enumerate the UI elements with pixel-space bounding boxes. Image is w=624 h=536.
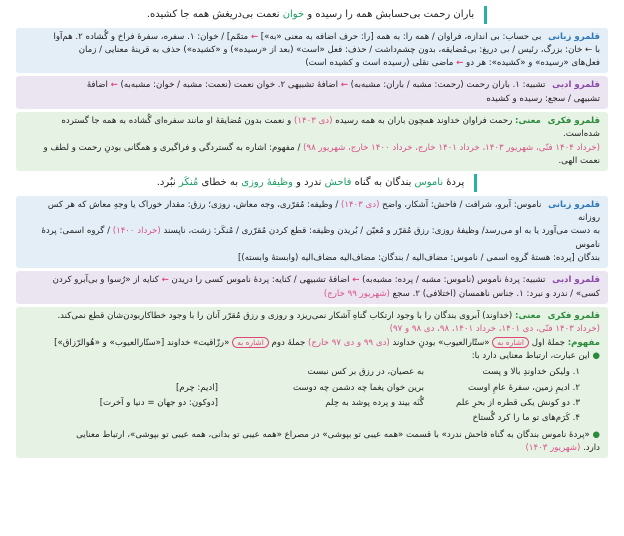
text: جملهٔ اول [528,337,568,348]
sub-label: مفهوم: [567,337,600,348]
text: ماضی نقلی (رسیده است و کشیده است) [305,58,457,69]
arrow-icon: ← [161,275,169,286]
verse-2-part: بندگان به گناه [351,177,415,189]
related-verses [24,365,580,426]
text: این عبارت، ارتباط معنایی دارد با: [471,350,590,361]
verse-hemistich: ۳. دو کونش یکی قطره از بحرِ علم [456,397,580,408]
source-ref: (دی ۹۹ و دی ۹۷ خارج) [308,337,390,348]
text: / گروه اسمی: پردهٔ ناموس [41,226,600,250]
section-label: قلمرو زبانی [548,31,600,42]
text: «پردهٔ ناموس بندگان به گناه فاحش ندرد» با قسمت «همه عیبی تو بپوشی» در مصراع «همه عیبی تو ‌بدانی، همه عیبی تو بپوشی»، ارتباط معنایی [76,429,590,440]
box1-literary-section [16,76,608,109]
verse-1-part: نعمت بی‌دریغش همه جا کشیده. [146,9,283,20]
text: «ستّارالعیوب» بودنِ خداوند [389,337,493,348]
verse-2-highlight: مُنکَر [178,177,199,189]
verse-2-part: پردهٔ [443,177,465,189]
section-label: قلمرو ادبی [552,80,600,91]
text: تشبیهی / سجع: رسیده و کشیده [486,93,600,104]
arrow-icon: ← [110,80,118,91]
text: «رزّاقیت» خداوند [«ستّارالعیوب» و «هُوالرّزاق»] [54,337,233,348]
text: به دست می‌آورد یا به او می‌رسد/ وظیفهٔ روزی: رزق مُقرّر و مُعیّن / بُریدن وظیفه: قطع کردن مُقرّری / مُنکَر: زشت، ناپسند [160,226,600,237]
verse-2-part: ندرد و [292,177,325,189]
verse-2-part: نبُرد. [156,177,179,189]
text: بی حساب: بی اندازه، فراوان / همه را: به همه [را: حرف اضافه به معنی «به»] [258,31,542,42]
verse-2-highlight: وظیفهٔ روزی [241,177,293,189]
section-label: قلمرو زبانی [548,199,600,210]
arrow-icon: ← [456,58,464,69]
text: اضافهٔ تشبیهی / کنایه: پردهٔ ناموس کسی را دریدن [168,275,353,286]
bullet-icon: ● [592,429,600,440]
verse-hemistich: ۲. ادیمِ زمین، سفرهٔ عامِ اوست [467,382,580,393]
text: فعل‌های «رسیده» و «کشیده»: هر دو [463,58,600,69]
text: دارد. [580,442,600,453]
text: بندگان [پرده: هستهٔ گروه اسمی / ناموس: مضاف‌الیه / بندگان: مضاف‌الیه مضاف‌الیه (وابستهٔ وابسته)] [237,253,600,264]
verse-2 [16,174,608,192]
box2-language-section [16,196,608,269]
text: ناموس: آبرو، شرافت / فاحش: آشکار، واضح [379,199,542,210]
source-ref: (شهریور ۹۹ خارج) [323,288,390,299]
source-ref: (شهریور ۱۴۰۳) [525,442,581,453]
section-label: قلمرو فکری [547,311,600,321]
verse-note [24,365,218,380]
text: / مفهوم: اشاره به ‌گستردگی و فراگیری و همگانی بودنِ رحمت و لطف و نعمت الهی. [43,142,600,166]
source-ref: (دی ۱۴۰۳) [294,116,333,127]
arrow-icon: ← [340,80,348,91]
tag-pill: اشاره به [492,337,529,349]
verse-note: [ادیم: چرم] [175,382,218,393]
box1-thought-section [16,112,608,171]
text: کسی» / ندرد و نبرد: ۱. جناس ناهمسان (اختلافی) ۲. سجع [389,288,600,299]
box2-literary-section [16,271,608,304]
verse-note [24,411,218,426]
sub-label: معنی: [515,116,541,127]
text: کنایه از «رُسوا و بی‌آبرو کردن [52,275,162,286]
source-ref: (خرداد ۱۴۰۴ فنّی، شهریور ۱۴۰۳، خرداد ۱۴۰۱ خارج، خرداد ۱۴۰۰ خارج، شهریور ۹۸) [303,142,600,153]
bullet-icon: ● [592,350,600,361]
verse-hemistich: ۴. کَرَم‌های تو ما را کرد گُستاخ [472,413,580,424]
verse-hemistich: به عصیان، در رزق بر کس نبست [307,367,424,378]
arrow-icon: ← [250,31,259,42]
verse-hemistich: برین خوان یغما چه دشمن چه دوست [292,382,424,393]
text: / وظیفه: مُقرّری، وجه معاش، روزی؛ رزق: مقدار خوراک یا وجهِ معاش که هر کس روزانه [47,199,600,224]
verse-1-text [137,6,487,24]
text: رحمت فراوان خداوند همچون باران به همه رسیده [332,116,516,127]
sub-label: معنی: [515,311,541,321]
verse-1-highlight: خوان [282,9,305,20]
box1-language-section [16,28,608,74]
text: (خداوند) آبروی بندگان را با وجود ارتکاب گناهِ آشکار نمی‌ریزد و روزی و رزق مُقرّر آنان را با وجود خطاکاربودن‌شان قطع نمی‌کند. [57,311,516,321]
text: تشبیه: پردهٔ ناموس (ناموس: مشبه / پرده: مشبه‌به) [359,275,546,286]
verse-hemistich: گُنَه بیند و پرده پوشد به حِلم [325,397,424,408]
text: اضافهٔ تشبیهی ۲. خوان نعمت (نعمت: مشبه / خوان: مشبه‌به) [117,80,341,91]
box2-thought-section [16,307,608,458]
text: و نعمت بدون مُضایقهٔ او مانند سفره‌ای گُشاده به همه جا گسترده شده‌است. [61,116,600,140]
verse-hemistich [224,411,424,426]
text: متمّم] / خوان: ۱. سفره، سفرهٔ فراخ و گُشاده ۲. هم‌آوا [53,31,251,42]
source-ref: (خرداد ۱۴۰۰) [112,226,161,237]
source-ref: (خرداد ۱۴۰۳ فنّی، دی ۱۴۰۱، خرداد ۱۴۰۱، ۹۸، دی ۹۸ و ۹۷) [389,324,600,335]
verse-2-part: به خطای [198,177,242,189]
arrow-icon: ← [352,275,360,286]
text: تشبیه: ۱. باران رحمت (رحمت: مشبه / باران: مشبه‌به) [347,80,546,91]
verse-1 [16,6,608,24]
text: اضافهٔ [86,80,111,91]
section-label: قلمرو فکری [547,116,600,127]
verse-hemistich: ۱. ولیکن خداوندِ بالا و پست [482,367,580,378]
verse-2-text [147,174,478,192]
tag-pill: اشاره به [232,337,269,349]
verse-1-part: باران رحمت بی‌حسابش همه را رسیده و [304,9,475,20]
text: جملهٔ دوم [268,337,309,348]
verse-2-highlight: فاحش [324,177,352,189]
verse-2-highlight: ناموس [414,177,444,189]
section-label: قلمرو ادبی [552,275,600,286]
text: با ← خان: بزرگ، رئیس / بی دریغ: بی‌مُضایقه، بدون چشم‌داشت / حذف: فعل «است» (بعد از «رسیده») و «کشیده») حذف به قرینهٔ معنایی / زمان [78,44,600,55]
verse-note: [دوکون: دو جهان = دنیا و آخرت] [99,397,218,408]
source-ref: (دی ۱۴۰۳) [340,199,380,210]
